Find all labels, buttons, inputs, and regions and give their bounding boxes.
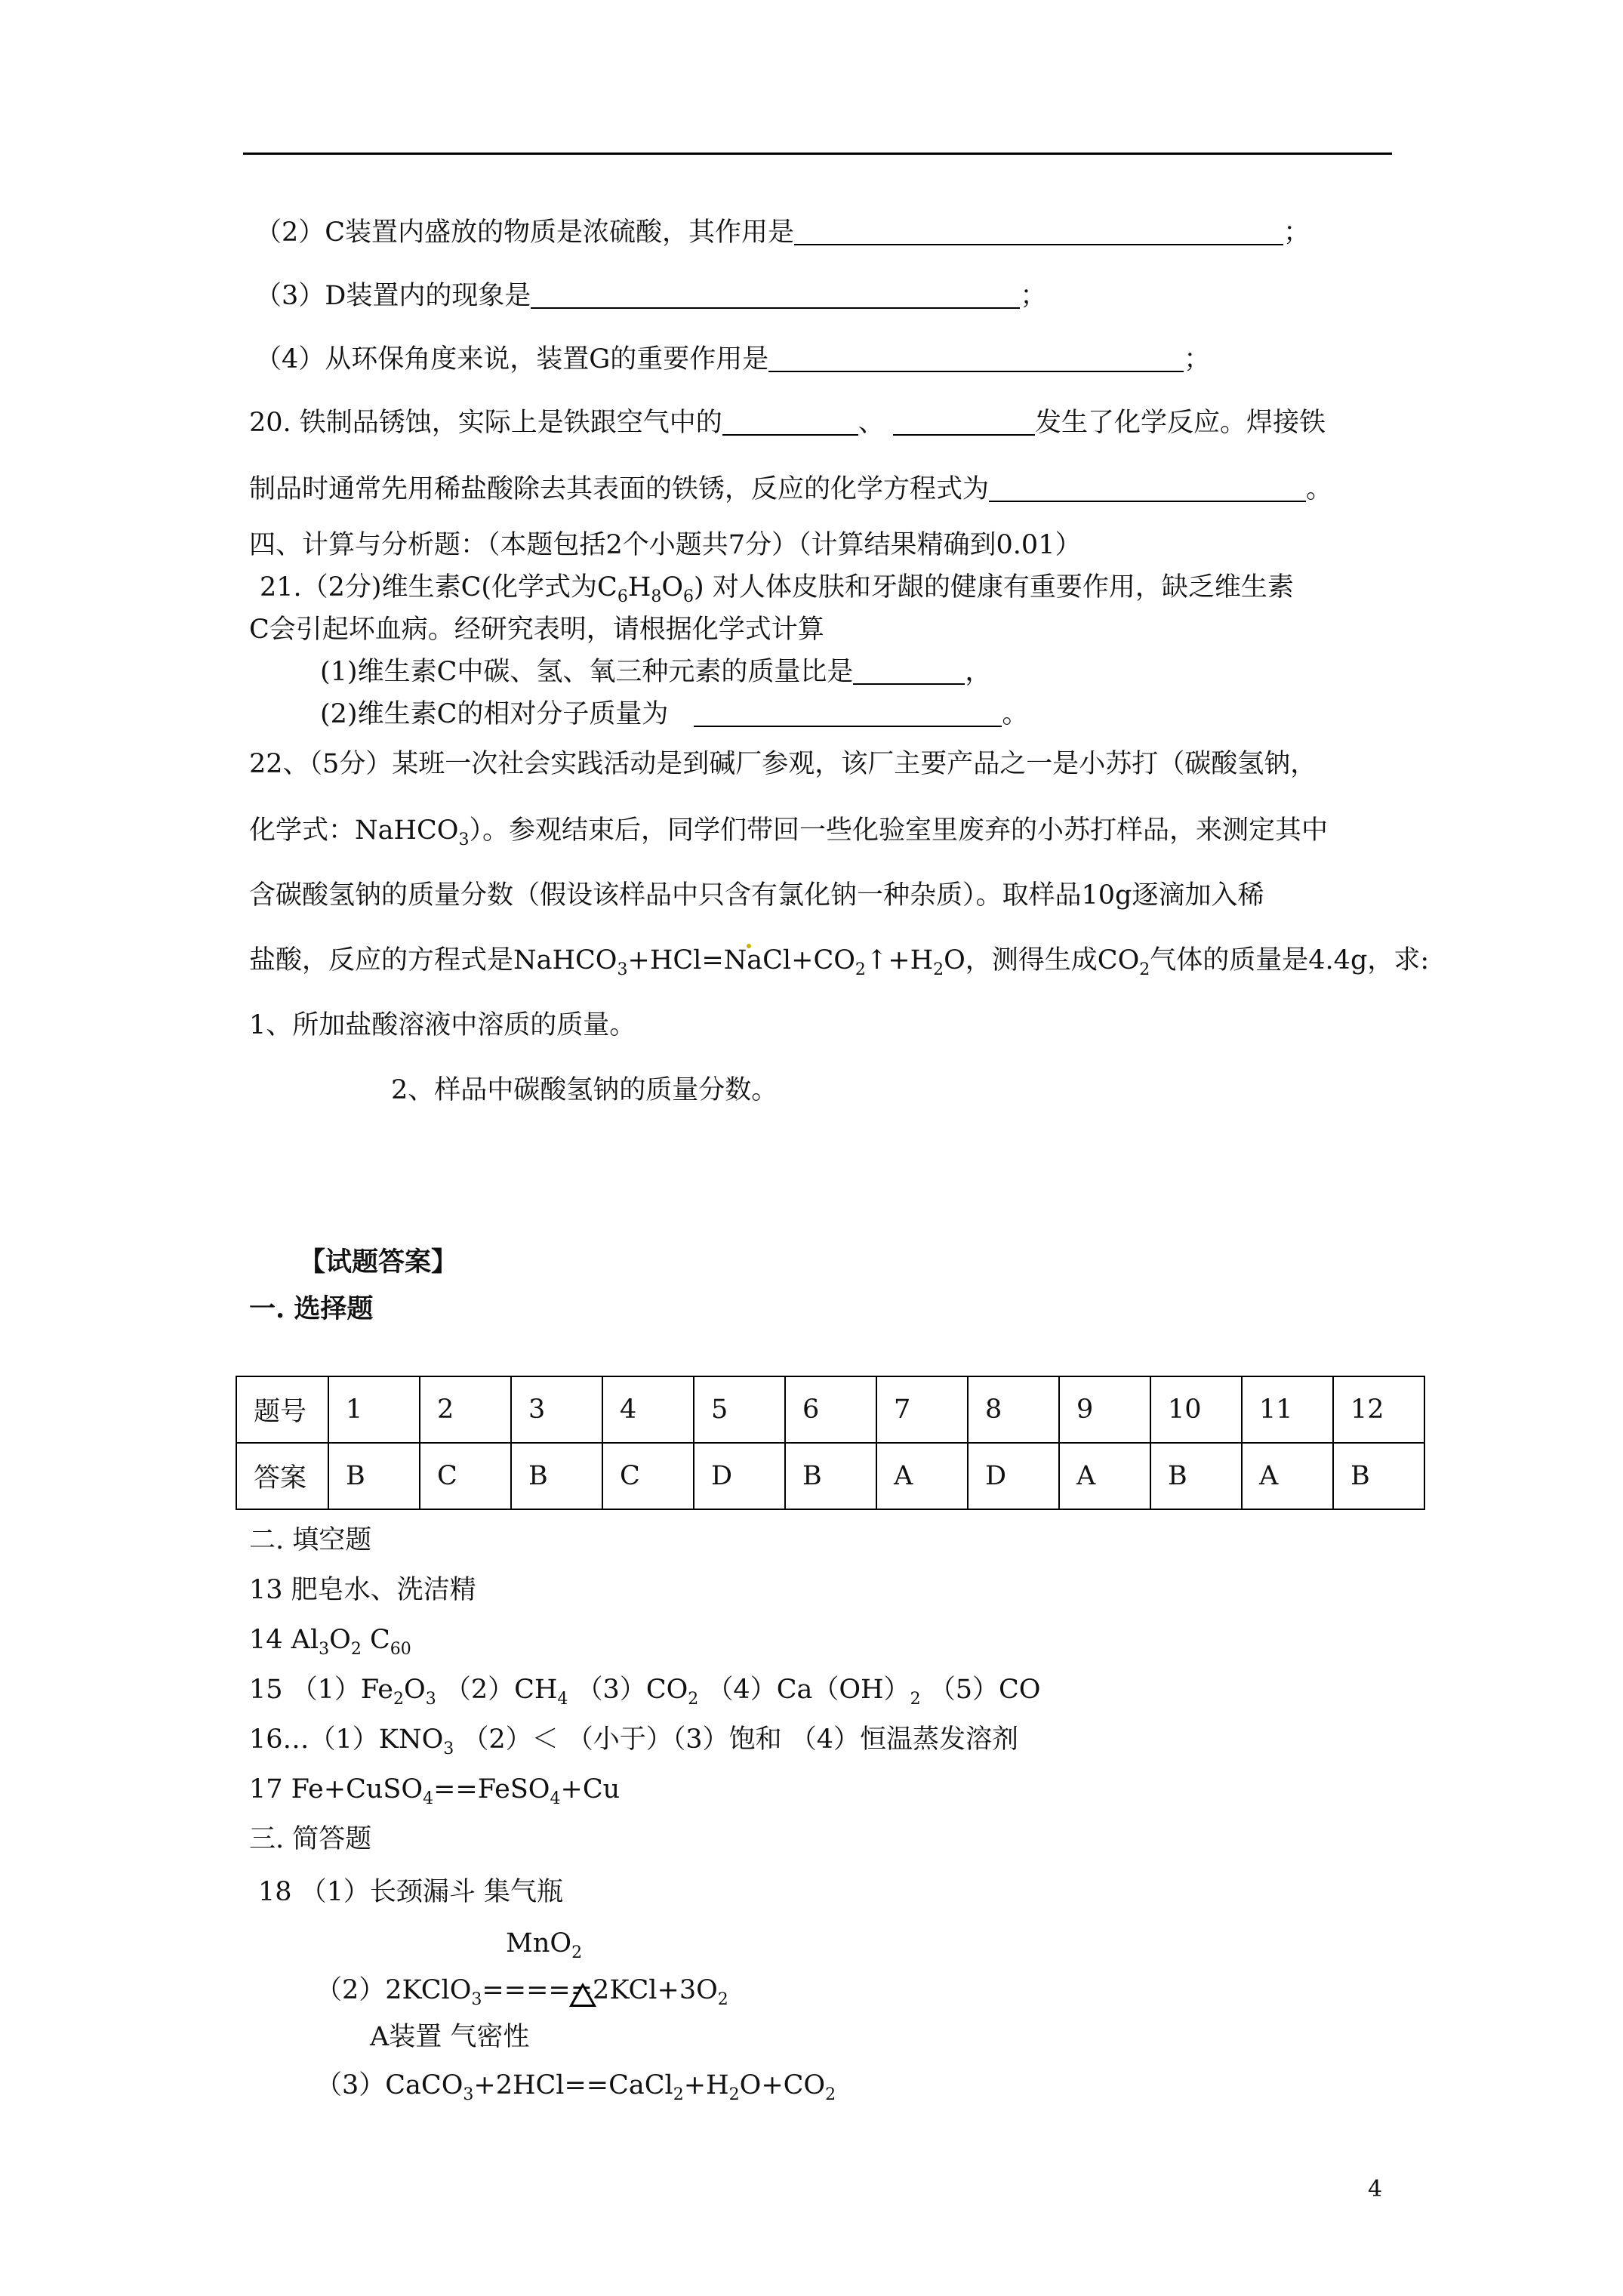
q22-line2: 化学式：NaHCO$_3$）。参观结束后，同学们带回一些化验室里废弃的小苏打样品，来测定其中 xyxy=(249,815,1329,849)
q19-part3: （3）D装置内的现象是 ； xyxy=(255,281,1047,311)
table-header-cell: 题号 xyxy=(236,1376,328,1443)
answer-13: 13 肥皂水、洗洁精 xyxy=(249,1575,476,1605)
header-rule xyxy=(243,153,1392,155)
q22-part2: 2、样品中碳酸氢钠的质量分数。 xyxy=(391,1075,778,1105)
table-cell: A xyxy=(1059,1443,1150,1509)
answer-blank[interactable] xyxy=(694,700,1002,727)
table-cell: B xyxy=(511,1443,602,1509)
q21-line1: 21.（2分)维生素C(化学式为$C_6H_8O_6$) 对人体皮肤和牙龈的健康有重要作用，缺乏维生素 xyxy=(260,572,1294,606)
heat-symbol-icon xyxy=(569,1983,596,2007)
answer-18-part1: 18 （1）长颈漏斗 集气瓶 xyxy=(258,1877,564,1907)
answers-section3-title: 三. 简答题 xyxy=(249,1824,372,1854)
q22-line1: 22、（5分）某班一次社会实践活动是到碱厂参观，该厂主要产品之一是小苏打（碳酸氢钠， xyxy=(249,749,1317,779)
table-cell: B xyxy=(1150,1443,1242,1509)
answer-blank[interactable] xyxy=(794,218,1283,245)
answer-blank[interactable] xyxy=(989,475,1306,502)
page-number: 4 xyxy=(1368,2176,1383,2202)
table-cell: D xyxy=(694,1443,785,1509)
table-cell: 9 xyxy=(1059,1376,1150,1443)
answer-16: $16\dots(1)KNO_3$ （2）＜ （小于）（3）饱和 （4）恒温蒸发溶剂 xyxy=(249,1724,1018,1758)
table-cell: 6 xyxy=(785,1376,876,1443)
table-cell: 2 xyxy=(420,1376,511,1443)
answer-18-apparatus: A装置 气密性 xyxy=(370,2022,530,2052)
answer-blank[interactable] xyxy=(893,408,1035,436)
answer-15: 15 $(1)Fe_2O_3$ $(2)CH_4$ $(3)CO_2$ $(4)Ca(OH)_2$ （5）CO xyxy=(249,1675,1041,1709)
q20-line1: 20. 铁制品锈蚀，实际上是铁跟空气中的 、 发生了化学反应。焊接铁 xyxy=(249,408,1326,438)
table-cell: 10 xyxy=(1150,1376,1242,1443)
q20-line2: 制品时通常先用稀盐酸除去其表面的铁锈，反应的化学方程式为 。 xyxy=(249,474,1333,504)
answer-14: 14 $Al_3O_2$ $C_{60}$ xyxy=(249,1625,411,1659)
answer-18-part2: $(2)2KClO_3=====2KCl+3O_2$ xyxy=(316,1975,728,2009)
answer-blank[interactable] xyxy=(531,282,1020,309)
q21-part2: (2)维生素C的相对分子质量为 。 xyxy=(320,699,1029,729)
table-cell: A xyxy=(1242,1443,1333,1509)
table-cell: D xyxy=(968,1443,1059,1509)
answer-18-part3: $(3)CaCO_3+2HCl==CaCl_2+H_2O+CO_2$ xyxy=(316,2070,836,2104)
table-cell: B xyxy=(785,1443,876,1509)
table-cell: 1 xyxy=(328,1376,420,1443)
table-cell: A xyxy=(876,1443,968,1509)
answer-blank[interactable] xyxy=(768,345,1184,372)
table-row xyxy=(236,1443,1424,1509)
table-cell: 5 xyxy=(694,1376,785,1443)
q22-part1: 1、所加盐酸溶液中溶质的质量。 xyxy=(249,1010,636,1040)
table-cell: C xyxy=(420,1443,511,1509)
answer-18-catalyst: MnO$_2$ xyxy=(506,1928,583,1962)
table-cell: 8 xyxy=(968,1376,1059,1443)
q19-part4: （4）从环保角度来说，装置G的重要作用是 ； xyxy=(255,344,1211,374)
table-cell: B xyxy=(328,1443,420,1509)
q21-part1: (1)维生素C中碳、氢、氧三种元素的质量比是 ， xyxy=(320,657,992,687)
table-cell: 7 xyxy=(876,1376,968,1443)
q21-line2: C会引起坏血病。经研究表明，请根据化学式计算 xyxy=(249,615,824,645)
answer-blank[interactable] xyxy=(853,658,965,685)
table-header-cell: 答案 xyxy=(236,1443,328,1509)
q22-line3: 含碳酸氢钠的质量分数（假设该样品中只含有氯化钠一种杂质）。取样品10g逐滴加入稀 xyxy=(249,880,1264,911)
answers-heading: 【试题答案】 xyxy=(299,1247,458,1277)
table-row xyxy=(236,1376,1424,1443)
answer-17: 17 Fe+CuSO$_4$==FeSO$_4$+Cu xyxy=(249,1774,621,1808)
section4-title: 四、计算与分析题：（本题包括2个小题共7分）（计算结果精确到0.01） xyxy=(249,530,1082,560)
table-cell: C xyxy=(602,1443,694,1509)
answer-blank[interactable] xyxy=(722,408,858,436)
table-cell: 3 xyxy=(511,1376,602,1443)
table-cell: 12 xyxy=(1333,1376,1424,1443)
table-cell: B xyxy=(1333,1443,1424,1509)
q19-part2: （2）C装置内盛放的物质是浓硫酸，其作用是 ； xyxy=(255,217,1310,248)
table-cell: 4 xyxy=(602,1376,694,1443)
q22-line4: 盐酸，反应的方程式是$NaHCO_3+HCl=NaCl+CO_2↑+H_2O$，测得生成$CO_2$气体的质量是4.4g，求: xyxy=(249,945,1430,979)
table-cell: 11 xyxy=(1242,1376,1333,1443)
answers-section2-title: 二. 填空题 xyxy=(249,1525,372,1555)
answer-table xyxy=(236,1376,1425,1510)
answers-section1-title: 一. 选择题 xyxy=(249,1293,374,1324)
